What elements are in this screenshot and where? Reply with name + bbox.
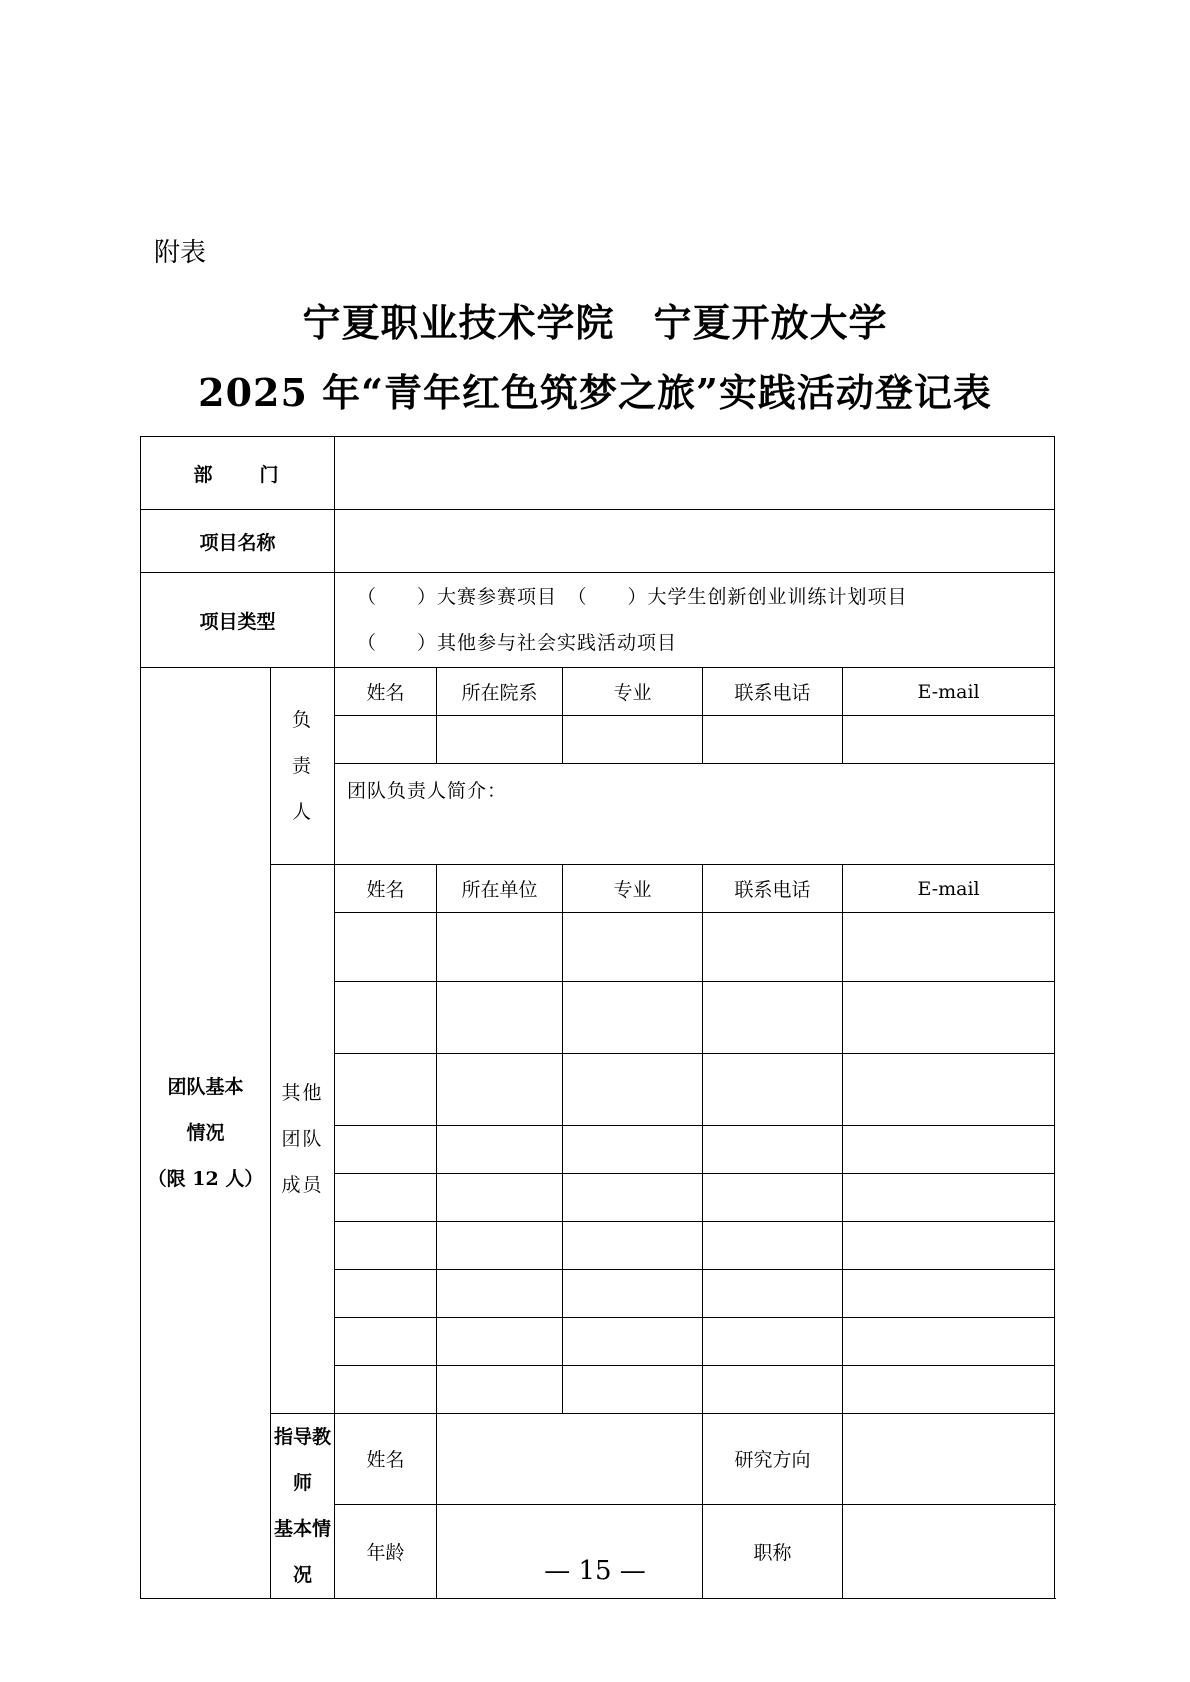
project-name-field[interactable] (335, 510, 1055, 573)
leader-header-dept: 所在院系 (437, 668, 563, 716)
member-email-cell[interactable] (843, 1318, 1055, 1366)
member-unit-cell[interactable] (437, 1270, 563, 1318)
members-header-unit: 所在单位 (437, 865, 563, 913)
members-header-email: E-mail (843, 865, 1055, 913)
leader-intro-label: 团队负责人简介： (347, 780, 508, 802)
member-name-cell[interactable] (335, 913, 437, 982)
leader-label (271, 668, 335, 865)
member-unit-cell[interactable] (437, 1174, 563, 1222)
member-phone-cell[interactable] (703, 1270, 843, 1318)
advisor-research-field[interactable] (843, 1414, 1055, 1505)
member-major-cell[interactable] (563, 1054, 703, 1126)
leader-label-char: 负 (292, 709, 314, 731)
advisor-name-label: 姓名 (335, 1414, 437, 1505)
member-name-cell[interactable] (335, 1174, 437, 1222)
team-info-label (141, 668, 271, 1599)
leader-header-name: 姓名 (335, 668, 437, 716)
member-name-cell[interactable] (335, 1126, 437, 1174)
member-major-cell[interactable] (563, 1270, 703, 1318)
member-name-cell[interactable] (335, 1222, 437, 1270)
leader-label-char: 责 (292, 755, 314, 777)
member-phone-cell[interactable] (703, 1318, 843, 1366)
member-phone-cell[interactable] (703, 1174, 843, 1222)
member-name-cell[interactable] (335, 982, 437, 1054)
member-email-cell[interactable] (843, 913, 1055, 982)
member-email-cell[interactable] (843, 1054, 1055, 1126)
leader-email-cell[interactable] (843, 716, 1055, 764)
member-email-cell[interactable] (843, 1222, 1055, 1270)
team-info-label-line1: 团队基本 (167, 1076, 244, 1098)
team-info-label-line3: （限 12 人） (147, 1168, 264, 1190)
member-name-cell[interactable] (335, 1270, 437, 1318)
member-major-cell[interactable] (563, 913, 703, 982)
leader-major-cell[interactable] (563, 716, 703, 764)
member-major-cell[interactable] (563, 1126, 703, 1174)
registration-form-table (140, 436, 1055, 1599)
member-major-cell[interactable] (563, 1222, 703, 1270)
leader-intro-field[interactable] (335, 764, 1055, 865)
leader-header-major: 专业 (563, 668, 703, 716)
project-type-label: 项目类型 (141, 573, 335, 668)
department-field[interactable] (335, 437, 1055, 510)
leader-label-char: 人 (292, 801, 314, 823)
project-name-label: 项目名称 (141, 510, 335, 573)
members-header-name: 姓名 (335, 865, 437, 913)
member-unit-cell[interactable] (437, 913, 563, 982)
member-phone-cell[interactable] (703, 1054, 843, 1126)
member-major-cell[interactable] (563, 1174, 703, 1222)
member-phone-cell[interactable] (703, 1126, 843, 1174)
member-major-cell[interactable] (563, 982, 703, 1054)
member-name-cell[interactable] (335, 1366, 437, 1414)
leader-header-email: E-mail (843, 668, 1055, 716)
member-email-cell[interactable] (843, 1270, 1055, 1318)
member-name-cell[interactable] (335, 1054, 437, 1126)
member-phone-cell[interactable] (703, 913, 843, 982)
member-major-cell[interactable] (563, 1318, 703, 1366)
leader-name-cell[interactable] (335, 716, 437, 764)
project-type-line2[interactable]: （ ）其他参与社会实践活动项目 (357, 632, 678, 654)
members-label (271, 865, 335, 1414)
advisor-age-label: 年龄 (335, 1504, 437, 1598)
members-label-line: 团队 (281, 1128, 324, 1150)
member-unit-cell[interactable] (437, 1366, 563, 1414)
document-title-line1: 宁夏职业技术学院 宁夏开放大学 (302, 300, 888, 345)
members-header-phone: 联系电话 (703, 865, 843, 913)
member-email-cell[interactable] (843, 1366, 1055, 1414)
project-type-options[interactable] (335, 573, 1055, 668)
leader-dept-cell[interactable] (437, 716, 563, 764)
member-unit-cell[interactable] (437, 1126, 563, 1174)
members-header-major: 专业 (563, 865, 703, 913)
member-unit-cell[interactable] (437, 1054, 563, 1126)
member-email-cell[interactable] (843, 1126, 1055, 1174)
advisor-label-line1: 指导教师 (274, 1426, 332, 1494)
page-number: — 15 — (544, 1556, 646, 1586)
project-type-line1[interactable]: （ ）大赛参赛项目 （ ）大学生创新创业训练计划项目 (357, 586, 908, 608)
members-label-line: 其他 (281, 1082, 324, 1104)
member-phone-cell[interactable] (703, 1366, 843, 1414)
member-phone-cell[interactable] (703, 982, 843, 1054)
leader-phone-cell[interactable] (703, 716, 843, 764)
member-phone-cell[interactable] (703, 1222, 843, 1270)
member-name-cell[interactable] (335, 1318, 437, 1366)
annex-label: 附表 (154, 238, 207, 268)
department-label: 部 门 (141, 437, 335, 510)
document-title-line2: 2025 年“青年红色筑梦之旅”实践活动登记表 (198, 370, 992, 415)
team-info-label-line2: 情况 (186, 1122, 225, 1144)
leader-header-phone: 联系电话 (703, 668, 843, 716)
advisor-label-line2: 基本情况 (274, 1518, 332, 1586)
advisor-name-field[interactable] (437, 1414, 703, 1505)
member-unit-cell[interactable] (437, 1222, 563, 1270)
advisor-research-label: 研究方向 (703, 1414, 843, 1505)
member-email-cell[interactable] (843, 982, 1055, 1054)
advisor-title-label: 职称 (703, 1504, 843, 1598)
member-unit-cell[interactable] (437, 982, 563, 1054)
members-label-line: 成员 (281, 1174, 324, 1196)
member-email-cell[interactable] (843, 1174, 1055, 1222)
member-unit-cell[interactable] (437, 1318, 563, 1366)
member-major-cell[interactable] (563, 1366, 703, 1414)
